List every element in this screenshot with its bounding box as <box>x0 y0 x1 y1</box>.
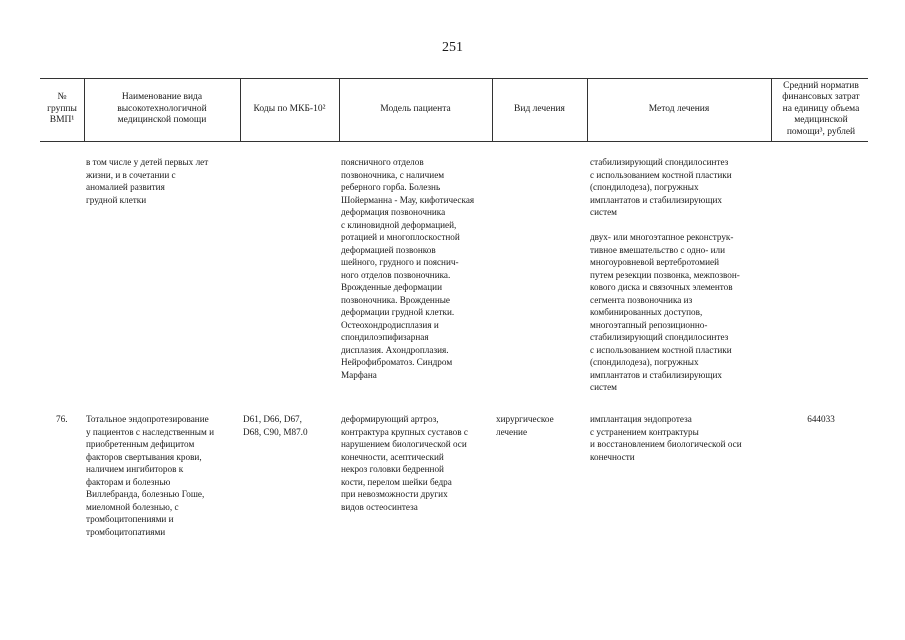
row-2-treatment-type: хирургическое лечение <box>496 414 554 437</box>
row-1-patient-model: поясничного отделов позвоночника, с наличием реберного горба. Болезнь Шойерманна - Мау, кифотическая деформация позвоночника с клиновидной деформацией, ротацией и многоплоскостной деформацией позвонков шейного, грудного и пояснич- ного отделов позвоночника. Врожденные деформации позвоночника. Врожденные деформации грудной клетки. Остеохондродисплазия и спондилоэпифизарная дисплазия. Ахондроплазия. Нейрофиброматоз. Синдром Марфана <box>341 157 475 380</box>
header-icd-codes: Коды по МКБ-10² <box>253 103 326 114</box>
row-2-treatment-method: имплантация эндопротеза с устранением контрактуры и восстановлением биологической оси конечности <box>590 414 742 462</box>
row-2-average-cost: 644033 <box>807 414 835 424</box>
header-treatment-type: Вид лечения <box>514 103 565 114</box>
header-patient-model: Модель пациента <box>380 103 451 114</box>
header-group-number: № группы ВМП¹ <box>47 92 77 126</box>
header-care-type: Наименование вида высокотехнологичной медицинской помощи <box>117 92 207 126</box>
header-average-cost: Средний норматив финансовых затрат на единицу объема медицинской помощи³, рублей <box>782 80 860 137</box>
row-2-icd-codes: D61, D66, D67, D68, C90, M87.0 <box>243 414 308 437</box>
row-1-treatment-method: стабилизирующий спондилосинтез с использованием костной пластики (спондилодеза), погружных имплантатов и стабилизирующих систем двух- или многоэтапное реконструк- тивное вмешательство с одно- или многоуровневой вертебротомией путем резекции позвонка, межпозвон- кового диска и связочных элементов сегмента позвоночника из комбинированных доступов, многоэтапный репозиционно- стабилизирующий спондилосинтез с использованием костной пластики (спондилодеза), погружных имплантатов и стабилизирующих систем <box>590 157 740 392</box>
row-2-group-number: 76. <box>56 414 68 424</box>
table-header-bottom-rule <box>40 141 868 142</box>
header-treatment-method: Метод лечения <box>648 103 710 114</box>
row-2-care-type: Тотальное эндопротезирование у пациентов с наследственным и приобретенным дефицитом факторов свертывания крови, наличием ингибиторов к факторам и болезнью Виллебранда, болезнью Гоше, миеломной болезнью, с тромбоцитопениями и тромбоцитопатиями <box>86 414 214 537</box>
page-number: 251 <box>442 40 463 55</box>
row-1-care-type: в том числе у детей первых лет жизни, и в сочетании с аномалией развития грудной клетки <box>86 157 209 205</box>
row-2-patient-model: деформирующий артроз, контрактура крупных суставов с нарушением биологической оси конечности, асептический некроз головки бедренной кости, перелом шейки бедра при невозможности других видов остеосинтеза <box>341 414 468 512</box>
